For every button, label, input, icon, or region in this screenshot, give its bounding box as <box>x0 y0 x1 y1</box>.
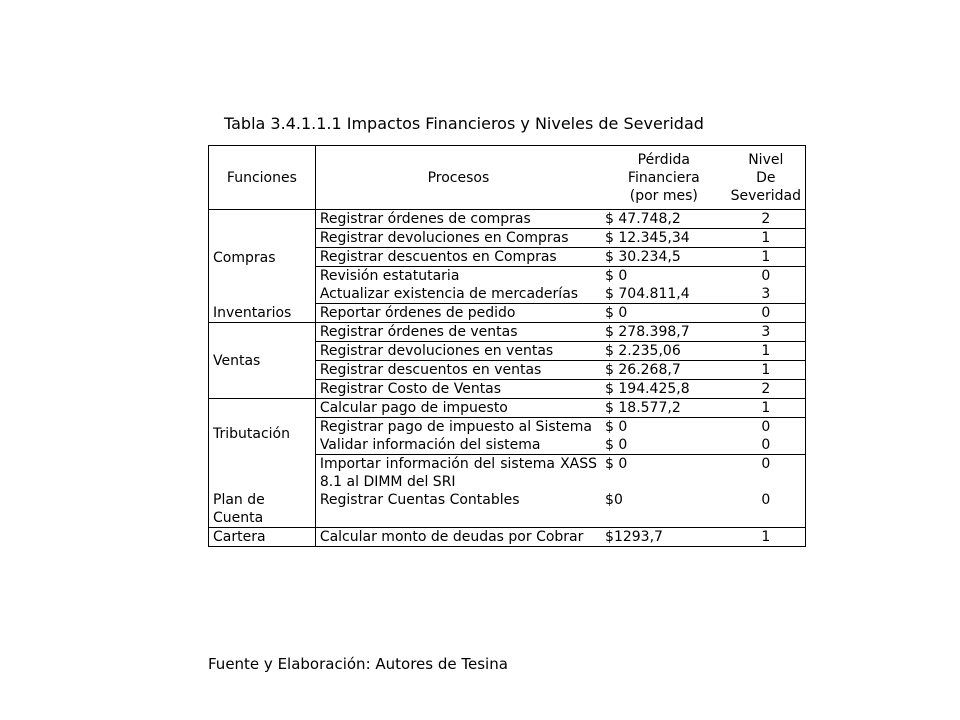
header-perdida-line3: (por mes) <box>629 187 698 204</box>
funcion-plan-de-cuenta-label: Plan de Cuenta <box>213 492 265 526</box>
table-row <box>209 455 805 492</box>
table-row <box>209 528 805 547</box>
proceso-cell: Registrar Cuentas Contables <box>315 491 601 528</box>
perdida-cell: $ 704.811,4 <box>601 285 727 304</box>
nivel-cell: 3 <box>727 285 805 304</box>
proceso-cell: Validar información del sistema <box>315 436 601 455</box>
nivel-cell: 0 <box>727 491 805 528</box>
perdida-cell: $ 0 <box>605 268 628 284</box>
funcion-cartera <box>209 528 315 547</box>
nivel-cell: 1 <box>727 229 805 248</box>
header-procesos: Procesos <box>315 146 601 210</box>
funcion-ventas-label: Ventas <box>213 352 261 369</box>
table-title: Tabla 3.4.1.1.1 Impactos Financieros y Niveles de Severidad <box>224 114 704 133</box>
proceso-cell: Calcular pago de impuesto <box>315 399 601 418</box>
header-nivel-line1: Nivel <box>748 151 784 168</box>
source-value: Autores de Tesina <box>370 655 508 673</box>
funcion-compras <box>209 210 315 267</box>
proceso-cell: Importar información del sistema XASS 8.1 al DIMM del SRI <box>319 456 598 490</box>
header-nivel <box>727 146 805 210</box>
proceso-cell: Registrar pago de impuesto al Sistema <box>319 419 592 435</box>
proceso-cell: Reportar órdenes de pedido <box>315 304 601 323</box>
nivel-cell: 0 <box>761 419 771 435</box>
nivel-cell: 0 <box>761 456 771 472</box>
header-row <box>209 146 805 210</box>
proceso-cell: Revisión estatutaria <box>319 268 460 284</box>
perdida-cell: $ 0 <box>601 304 727 323</box>
table-row <box>209 323 805 342</box>
perdida-cell: $ 0 <box>605 456 628 472</box>
proceso-cell: Registrar devoluciones en ventas <box>315 342 601 361</box>
proceso-cell: Registrar Costo de Ventas <box>315 380 601 399</box>
proceso-cell: Registrar descuentos en Compras <box>315 248 601 267</box>
table-row <box>209 210 805 229</box>
proceso-cell: Calcular monto de deudas por Cobrar <box>319 529 584 545</box>
table-row <box>209 267 805 286</box>
nivel-cell: 0 <box>727 436 805 455</box>
nivel-cell: 2 <box>727 380 805 399</box>
proceso-cell: Registrar devoluciones en Compras <box>315 229 601 248</box>
funcion-inventarios-label: Inventarios <box>213 305 292 321</box>
header-perdida-line1: Pérdida <box>637 151 690 168</box>
funcion-tributacion <box>209 399 315 455</box>
perdida-cell: $ 0 <box>605 419 628 435</box>
funcion-tributacion-label: Tributación <box>213 425 290 442</box>
funcion-ventas <box>209 323 315 399</box>
perdida-cell: $ 0 <box>601 436 727 455</box>
impact-table <box>209 146 805 546</box>
header-funciones: Funciones <box>209 146 315 210</box>
perdida-cell: $ 194.425,8 <box>601 380 727 399</box>
perdida-cell: $ 30.234,5 <box>601 248 727 267</box>
nivel-cell: 1 <box>727 399 805 418</box>
header-nivel-line3: Severidad <box>730 187 801 204</box>
perdida-cell: $ 47.748,2 <box>601 210 727 229</box>
table-row <box>209 399 805 418</box>
funcion-plan-de-cuenta <box>209 455 315 528</box>
header-perdida-line2: Financiera <box>627 169 700 186</box>
proceso-cell: Registrar descuentos en ventas <box>315 361 601 380</box>
proceso-cell: Registrar órdenes de ventas <box>315 323 601 342</box>
funcion-compras-label: Compras <box>213 249 276 266</box>
header-nivel-line2: De <box>756 169 776 186</box>
source-footer <box>208 655 508 673</box>
perdida-cell: $ 2.235,06 <box>601 342 727 361</box>
nivel-cell: 3 <box>727 323 805 342</box>
perdida-cell: $0 <box>601 491 727 528</box>
perdida-cell: $1293,7 <box>605 529 663 545</box>
perdida-cell: $ 18.577,2 <box>601 399 727 418</box>
nivel-cell: 1 <box>727 248 805 267</box>
nivel-cell: 1 <box>761 529 771 545</box>
nivel-cell: 2 <box>727 210 805 229</box>
proceso-cell: Actualizar existencia de mercaderías <box>315 285 601 304</box>
perdida-cell: $ 278.398,7 <box>601 323 727 342</box>
nivel-cell: 1 <box>727 361 805 380</box>
header-perdida <box>601 146 727 210</box>
funcion-cartera-label: Cartera <box>213 529 266 545</box>
nivel-cell: 0 <box>761 268 771 284</box>
proceso-cell: Registrar órdenes de compras <box>315 210 601 229</box>
perdida-cell: $ 26.268,7 <box>601 361 727 380</box>
source-label: Fuente y Elaboración: <box>208 655 371 673</box>
perdida-cell: $ 12.345,34 <box>601 229 727 248</box>
funcion-inventarios <box>209 267 315 323</box>
nivel-cell: 0 <box>727 304 805 323</box>
nivel-cell: 1 <box>727 342 805 361</box>
